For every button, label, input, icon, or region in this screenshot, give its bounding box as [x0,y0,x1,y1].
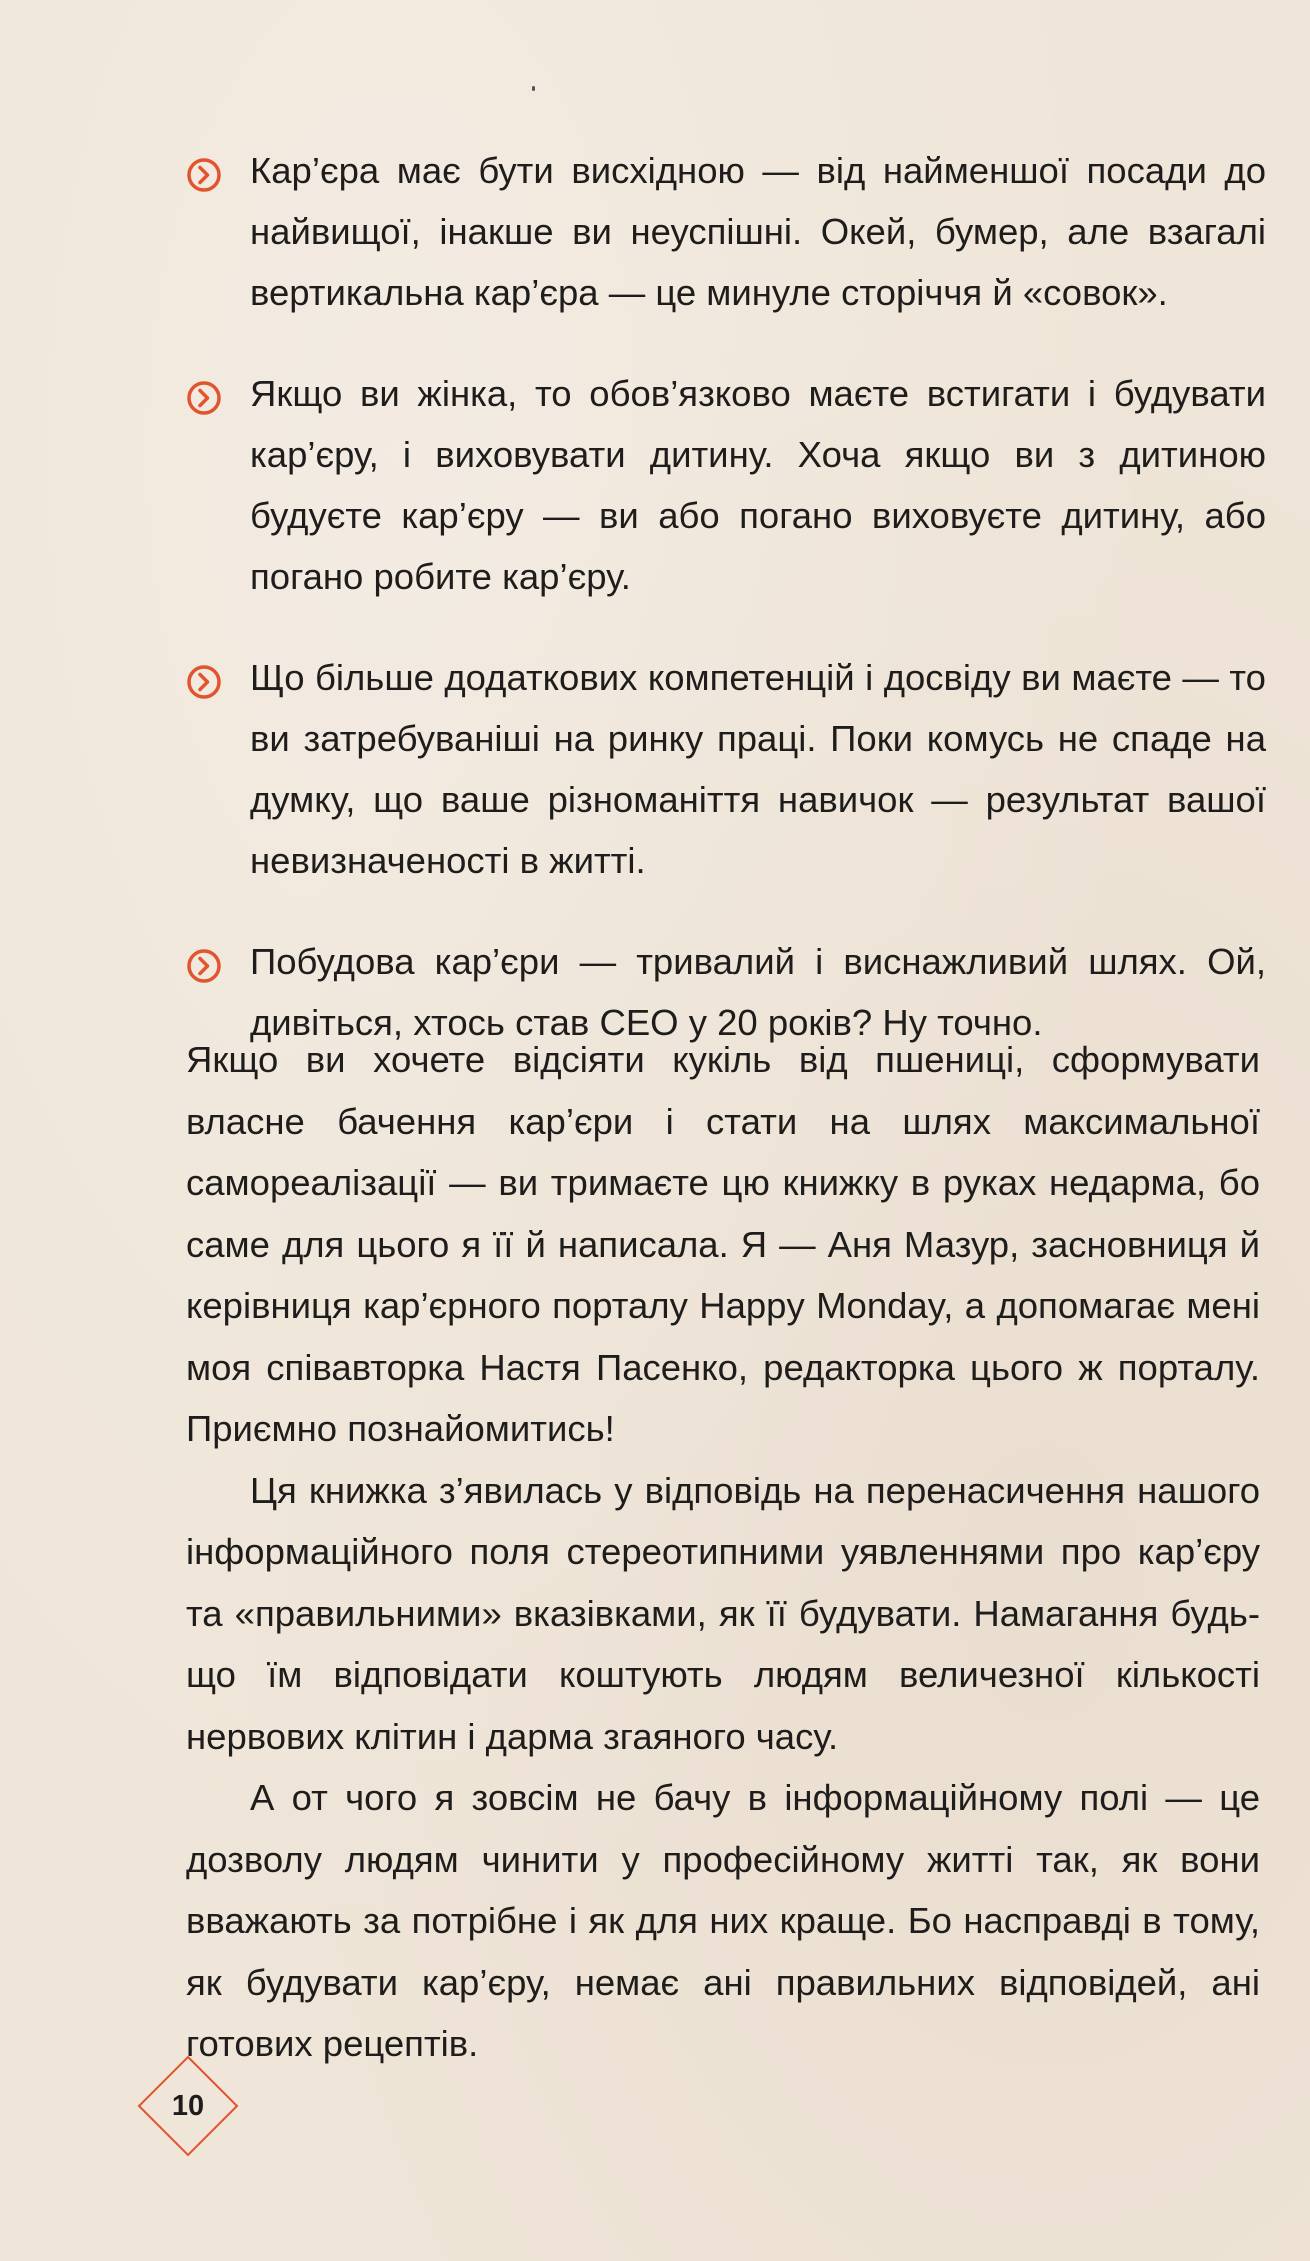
body-text [186,1029,1260,2075]
bullet-text: Якщо ви жінка, то обов’язково маєте встигати і будувати кар’єру, і виховувати дитину. Хоча якщо ви з дитиною будуєте кар’єру — ви або погано виховуєте дитину, або погано робите кар’єру. [250,373,1266,597]
bullet-list [186,140,1266,1093]
circle-chevron-right-icon [186,664,222,700]
page-number: 10 [171,2090,205,2122]
bullet-text: Побудова кар’єри — тривалий і виснажливий шлях. Ой, дивіться, хтось став CEO у 20 років? Ну точно. [250,941,1266,1043]
bullet-item [186,140,1266,323]
circle-chevron-right-icon [186,157,222,193]
bullet-item [186,363,1266,607]
paragraph-why-book: Ця книжка з’явилась у відповідь на перенасичення нашого інформаційного поля стереотипними уявленнями про кар’єру та «правильними» вказівками, як її будувати. Намагання будь-що їм відповідати коштують людям величезної кількості нервових клітин і дарма згаяного часу. [186,1469,1260,1757]
page-number-badge [136,2054,240,2158]
bullet-item [186,647,1266,891]
paragraph-intro: Якщо ви хочете відсіяти кукіль від пшениці, сформувати власне бачення кар’єри і стати на шлях максимальної самореалізації — ви тримаєте цю книжку в руках недарма, бо саме для цього я її й написала. Я — Аня Мазур, засновниця й керівниця кар’єрного порталу Happy Monday, а допомагає мені моя співавторка Настя Пасенко, редакторка цього ж порталу. Приємно познайомитись! [186,1039,1260,1449]
paper-speck [532,86,535,91]
paragraph-no-recipes: А от чого я зовсім не бачу в інформаційному полі — це дозволу людям чинити у професійному житті так, як вони вважають за потрібне і як для них краще. Бо насправді в тому, як будувати кар’єру, немає ані правильних відповідей, ані готових рецептів. [186,1777,1260,2064]
circle-chevron-right-icon [186,948,222,984]
bullet-text: Що більше додаткових компетенцій і досвіду ви маєте — то ви затребуваніші на ринку праці. Поки комусь не спаде на думку, що ваше різноманіття навичок — результат вашої невизначеності в житті. [250,657,1266,881]
circle-chevron-right-icon [186,380,222,416]
bullet-text: Кар’єра має бути висхідною — від найменшої посади до найвищої, інакше ви неуспішні. Окей, бумер, але взагалі вертикальна кар’єра — це минуле сторіччя й «совок». [250,150,1266,313]
